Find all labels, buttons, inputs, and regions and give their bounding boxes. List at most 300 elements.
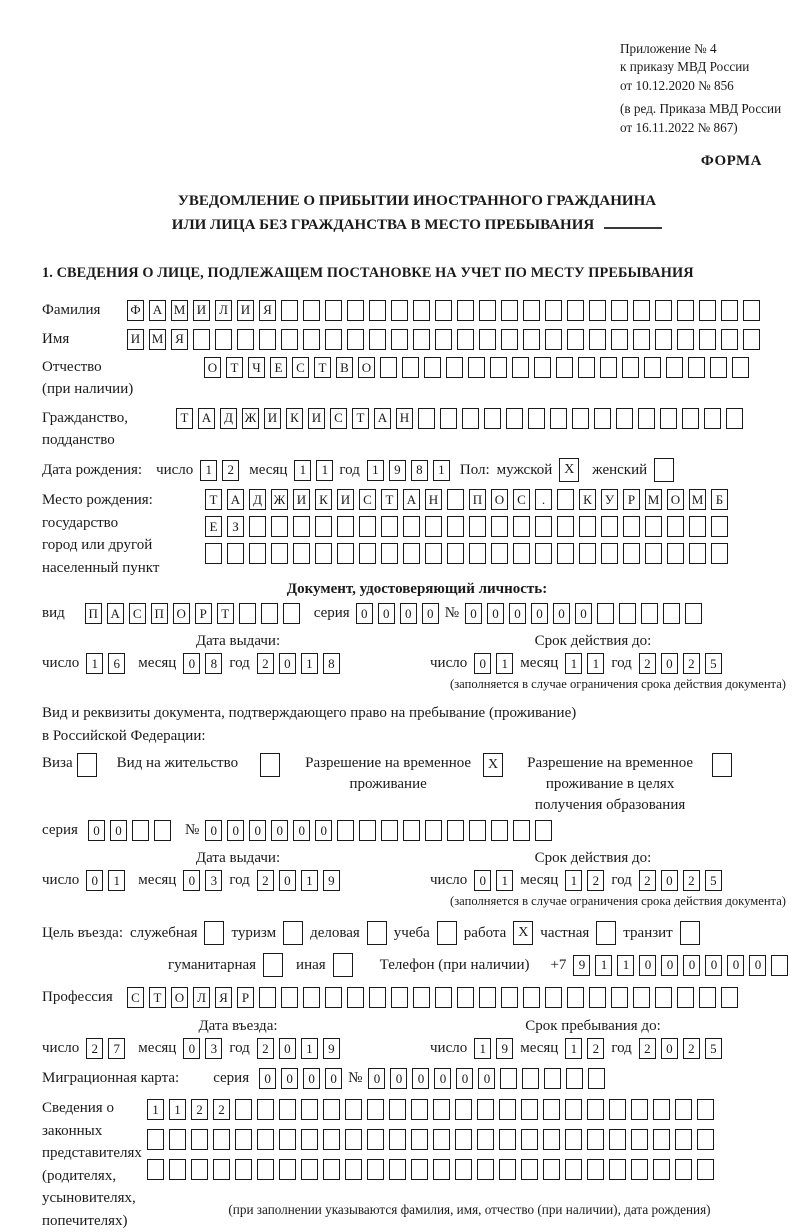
form-cell[interactable] [435,329,452,350]
form-cell[interactable] [491,543,508,564]
form-cell[interactable] [579,543,596,564]
form-cell[interactable] [682,408,699,429]
form-cell[interactable]: Т [352,408,369,429]
form-cell[interactable]: Т [176,408,193,429]
form-cell[interactable] [132,820,149,841]
form-cell[interactable]: 0 [378,603,395,624]
form-cell[interactable] [653,1159,670,1180]
form-cell[interactable] [545,987,562,1008]
form-cell[interactable]: 0 [368,1068,385,1089]
form-cell[interactable] [359,820,376,841]
temp-residence-checkbox[interactable]: X [483,753,503,777]
form-cell[interactable] [743,329,760,350]
form-cell[interactable]: О [358,357,375,378]
form-cell[interactable] [479,300,496,321]
form-cell[interactable]: 0 [474,870,491,891]
form-cell[interactable] [303,329,320,350]
form-cell[interactable] [501,300,518,321]
form-cell[interactable] [633,329,650,350]
form-cell[interactable] [433,1159,450,1180]
form-cell[interactable]: Ч [248,357,265,378]
form-cell[interactable] [281,987,298,1008]
form-cell[interactable]: 0 [259,1068,276,1089]
form-cell[interactable]: 0 [474,653,491,674]
sex-female-checkbox[interactable] [654,458,674,482]
form-cell[interactable] [484,408,501,429]
form-cell[interactable]: 0 [293,820,310,841]
form-cell[interactable] [191,1159,208,1180]
purpose-official-checkbox[interactable] [204,921,224,945]
form-cell[interactable] [721,300,738,321]
form-cell[interactable] [655,329,672,350]
form-cell[interactable]: 0 [227,820,244,841]
form-cell[interactable]: 0 [553,603,570,624]
form-cell[interactable]: С [129,603,146,624]
form-cell[interactable]: 1 [474,1038,491,1059]
form-cell[interactable]: Р [237,987,254,1008]
form-cell[interactable] [191,1129,208,1150]
purpose-study-checkbox[interactable] [437,921,457,945]
form-cell[interactable] [589,300,606,321]
form-cell[interactable]: Т [381,489,398,510]
form-cell[interactable]: 0 [205,820,222,841]
form-cell[interactable] [369,987,386,1008]
form-cell[interactable]: 1 [433,460,450,481]
form-cell[interactable]: П [151,603,168,624]
form-cell[interactable]: Л [193,987,210,1008]
form-cell[interactable]: Т [205,489,222,510]
form-cell[interactable]: 1 [86,653,103,674]
form-cell[interactable]: Л [215,300,232,321]
form-cell[interactable] [391,987,408,1008]
form-cell[interactable]: П [469,489,486,510]
form-cell[interactable] [535,516,552,537]
form-cell[interactable] [726,408,743,429]
form-cell[interactable]: 0 [390,1068,407,1089]
form-cell[interactable] [457,300,474,321]
form-cell[interactable]: 1 [617,955,634,976]
form-cell[interactable] [403,820,420,841]
form-cell[interactable]: 5 [705,870,722,891]
form-cell[interactable]: 0 [271,820,288,841]
form-cell[interactable] [631,1159,648,1180]
form-cell[interactable] [609,1159,626,1180]
form-cell[interactable] [623,543,640,564]
form-cell[interactable]: 1 [565,653,582,674]
form-cell[interactable]: 1 [496,870,513,891]
form-cell[interactable] [535,543,552,564]
form-cell[interactable] [367,1099,384,1120]
form-cell[interactable] [697,1129,714,1150]
form-cell[interactable] [303,300,320,321]
form-cell[interactable] [699,987,716,1008]
form-cell[interactable]: Ж [271,489,288,510]
form-cell[interactable] [675,1159,692,1180]
form-cell[interactable] [579,516,596,537]
form-cell[interactable]: 0 [478,1068,495,1089]
form-cell[interactable] [557,516,574,537]
form-cell[interactable] [655,300,672,321]
form-cell[interactable]: Б [711,489,728,510]
form-cell[interactable] [477,1099,494,1120]
form-cell[interactable] [521,1159,538,1180]
form-cell[interactable] [468,357,485,378]
form-cell[interactable] [641,603,658,624]
form-cell[interactable] [645,516,662,537]
form-cell[interactable] [506,408,523,429]
form-cell[interactable] [622,357,639,378]
form-cell[interactable]: 1 [565,1038,582,1059]
form-cell[interactable] [523,987,540,1008]
form-cell[interactable]: 9 [323,870,340,891]
form-cell[interactable] [403,516,420,537]
form-cell[interactable]: С [330,408,347,429]
form-cell[interactable]: 0 [661,653,678,674]
form-cell[interactable]: 0 [422,603,439,624]
form-cell[interactable] [491,820,508,841]
form-cell[interactable] [587,1159,604,1180]
form-cell[interactable] [616,408,633,429]
form-cell[interactable] [491,516,508,537]
form-cell[interactable] [315,516,332,537]
form-cell[interactable] [704,408,721,429]
form-cell[interactable] [611,987,628,1008]
form-cell[interactable] [666,357,683,378]
form-cell[interactable] [588,1068,605,1089]
form-cell[interactable]: 9 [389,460,406,481]
form-cell[interactable] [359,543,376,564]
form-cell[interactable]: 1 [301,870,318,891]
form-cell[interactable] [469,516,486,537]
sex-male-checkbox[interactable]: X [559,458,579,482]
form-cell[interactable] [513,543,530,564]
form-cell[interactable] [369,300,386,321]
form-cell[interactable] [689,516,706,537]
form-cell[interactable] [711,516,728,537]
form-cell[interactable] [567,300,584,321]
form-cell[interactable]: 7 [108,1038,125,1059]
form-cell[interactable]: 0 [281,1068,298,1089]
form-cell[interactable] [490,357,507,378]
form-cell[interactable] [455,1129,472,1150]
form-cell[interactable]: 9 [496,1038,513,1059]
form-cell[interactable]: И [337,489,354,510]
form-cell[interactable]: 8 [411,460,428,481]
form-cell[interactable]: Е [205,516,222,537]
form-cell[interactable] [433,1129,450,1150]
form-cell[interactable] [477,1129,494,1150]
form-cell[interactable] [389,1129,406,1150]
form-cell[interactable] [675,1129,692,1150]
form-cell[interactable] [403,543,420,564]
form-cell[interactable]: 2 [213,1099,230,1120]
form-cell[interactable] [293,543,310,564]
form-cell[interactable]: 1 [587,653,604,674]
form-cell[interactable]: О [173,603,190,624]
form-cell[interactable] [457,329,474,350]
form-cell[interactable] [411,1099,428,1120]
form-cell[interactable] [418,408,435,429]
form-cell[interactable] [677,987,694,1008]
form-cell[interactable] [565,1099,582,1120]
form-cell[interactable]: 2 [587,1038,604,1059]
form-cell[interactable]: П [85,603,102,624]
form-cell[interactable] [572,408,589,429]
form-cell[interactable]: 9 [573,955,590,976]
form-cell[interactable] [545,329,562,350]
form-cell[interactable] [469,543,486,564]
form-cell[interactable] [213,1129,230,1150]
form-cell[interactable] [147,1129,164,1150]
form-cell[interactable]: 2 [86,1038,103,1059]
temp-residence-education-checkbox[interactable] [712,753,732,777]
form-cell[interactable]: 5 [705,1038,722,1059]
form-cell[interactable]: З [227,516,244,537]
form-cell[interactable] [205,543,222,564]
form-cell[interactable] [325,300,342,321]
form-cell[interactable] [699,300,716,321]
form-cell[interactable] [283,603,300,624]
form-cell[interactable]: М [645,489,662,510]
form-cell[interactable] [543,1099,560,1120]
form-cell[interactable]: 0 [639,955,656,976]
purpose-other-checkbox[interactable] [333,953,353,977]
form-cell[interactable] [279,1159,296,1180]
form-cell[interactable]: У [601,489,618,510]
form-cell[interactable] [535,820,552,841]
form-cell[interactable]: Т [226,357,243,378]
form-cell[interactable]: 0 [661,1038,678,1059]
form-cell[interactable]: 0 [279,870,296,891]
form-cell[interactable]: 0 [661,870,678,891]
form-cell[interactable]: Ж [242,408,259,429]
form-cell[interactable] [469,820,486,841]
purpose-tourism-checkbox[interactable] [283,921,303,945]
form-cell[interactable] [440,408,457,429]
form-cell[interactable]: 0 [303,1068,320,1089]
form-cell[interactable] [521,1099,538,1120]
form-cell[interactable] [609,1129,626,1150]
form-cell[interactable] [235,1129,252,1150]
form-cell[interactable] [367,1129,384,1150]
form-cell[interactable]: 1 [367,460,384,481]
form-cell[interactable]: 0 [325,1068,342,1089]
form-cell[interactable] [677,300,694,321]
form-cell[interactable]: В [336,357,353,378]
form-cell[interactable] [660,408,677,429]
form-cell[interactable] [345,1099,362,1120]
form-cell[interactable] [367,1159,384,1180]
form-cell[interactable] [381,516,398,537]
form-cell[interactable] [337,516,354,537]
form-cell[interactable] [479,329,496,350]
form-cell[interactable]: С [513,489,530,510]
form-cell[interactable]: 1 [496,653,513,674]
form-cell[interactable] [501,329,518,350]
form-cell[interactable] [578,357,595,378]
form-cell[interactable] [557,489,574,510]
form-cell[interactable]: 0 [88,820,105,841]
form-cell[interactable] [359,516,376,537]
form-cell[interactable]: О [491,489,508,510]
form-cell[interactable]: 0 [183,1038,200,1059]
form-cell[interactable] [391,300,408,321]
form-cell[interactable] [345,1159,362,1180]
purpose-business-checkbox[interactable] [367,921,387,945]
form-cell[interactable]: 0 [279,1038,296,1059]
form-cell[interactable]: 6 [108,653,125,674]
form-cell[interactable]: М [149,329,166,350]
form-cell[interactable]: А [107,603,124,624]
form-cell[interactable] [413,987,430,1008]
purpose-private-checkbox[interactable] [596,921,616,945]
form-cell[interactable] [771,955,788,976]
form-cell[interactable]: 0 [315,820,332,841]
form-cell[interactable]: Р [623,489,640,510]
form-cell[interactable]: 2 [683,870,700,891]
form-cell[interactable]: 2 [639,870,656,891]
form-cell[interactable] [293,516,310,537]
form-cell[interactable]: 2 [257,870,274,891]
form-cell[interactable] [147,1159,164,1180]
form-cell[interactable] [653,1129,670,1150]
form-cell[interactable] [413,300,430,321]
form-cell[interactable]: К [579,489,596,510]
form-cell[interactable] [685,603,702,624]
form-cell[interactable] [455,1099,472,1120]
form-cell[interactable]: Я [171,329,188,350]
form-cell[interactable] [565,1129,582,1150]
form-cell[interactable] [215,329,232,350]
form-cell[interactable] [710,357,727,378]
form-cell[interactable]: 2 [222,460,239,481]
form-cell[interactable]: М [171,300,188,321]
form-cell[interactable]: 1 [301,1038,318,1059]
form-cell[interactable] [557,543,574,564]
form-cell[interactable] [279,1099,296,1120]
form-cell[interactable]: К [315,489,332,510]
form-cell[interactable]: 8 [205,653,222,674]
form-cell[interactable] [257,1159,274,1180]
form-cell[interactable] [389,1159,406,1180]
form-cell[interactable] [271,543,288,564]
form-cell[interactable] [462,408,479,429]
form-cell[interactable] [523,300,540,321]
form-cell[interactable] [534,357,551,378]
form-cell[interactable] [447,820,464,841]
form-cell[interactable] [711,543,728,564]
form-cell[interactable]: 8 [323,653,340,674]
form-cell[interactable] [446,357,463,378]
form-cell[interactable]: Е [270,357,287,378]
form-cell[interactable]: 0 [749,955,766,976]
form-cell[interactable] [301,1129,318,1150]
form-cell[interactable]: Ф [127,300,144,321]
form-cell[interactable]: 0 [400,603,417,624]
form-cell[interactable]: 2 [191,1099,208,1120]
form-cell[interactable] [435,987,452,1008]
form-cell[interactable]: 0 [509,603,526,624]
form-cell[interactable] [337,820,354,841]
form-cell[interactable]: Т [217,603,234,624]
form-cell[interactable]: 0 [434,1068,451,1089]
form-cell[interactable] [213,1159,230,1180]
form-cell[interactable] [631,1099,648,1120]
form-cell[interactable] [689,543,706,564]
form-cell[interactable] [303,987,320,1008]
form-cell[interactable]: 1 [301,653,318,674]
purpose-work-checkbox[interactable]: X [513,921,533,945]
form-cell[interactable]: А [374,408,391,429]
form-cell[interactable] [227,543,244,564]
form-cell[interactable] [169,1129,186,1150]
form-cell[interactable] [544,1068,561,1089]
form-cell[interactable]: С [127,987,144,1008]
form-cell[interactable] [435,300,452,321]
form-cell[interactable] [281,300,298,321]
form-cell[interactable]: 0 [356,603,373,624]
form-cell[interactable] [301,1159,318,1180]
form-cell[interactable]: М [689,489,706,510]
form-cell[interactable] [345,1129,362,1150]
form-cell[interactable] [655,987,672,1008]
form-cell[interactable]: 5 [705,653,722,674]
form-cell[interactable]: Н [396,408,413,429]
form-cell[interactable] [347,987,364,1008]
form-cell[interactable] [732,357,749,378]
form-cell[interactable] [528,408,545,429]
form-cell[interactable] [347,329,364,350]
form-cell[interactable]: 1 [294,460,311,481]
form-cell[interactable] [169,1159,186,1180]
form-cell[interactable] [425,543,442,564]
form-cell[interactable]: 1 [147,1099,164,1120]
form-cell[interactable] [235,1099,252,1120]
form-cell[interactable] [411,1129,428,1150]
form-cell[interactable]: 1 [200,460,217,481]
form-cell[interactable]: 0 [531,603,548,624]
form-cell[interactable]: 0 [412,1068,429,1089]
purpose-humanitarian-checkbox[interactable] [263,953,283,977]
form-cell[interactable]: 2 [257,653,274,674]
form-cell[interactable] [543,1129,560,1150]
form-cell[interactable]: И [237,300,254,321]
form-cell[interactable] [501,987,518,1008]
form-cell[interactable] [457,987,474,1008]
form-cell[interactable]: О [171,987,188,1008]
form-cell[interactable] [499,1099,516,1120]
form-cell[interactable]: А [227,489,244,510]
form-cell[interactable]: Я [259,300,276,321]
form-cell[interactable]: Д [249,489,266,510]
form-cell[interactable] [565,1159,582,1180]
form-cell[interactable]: С [359,489,376,510]
form-cell[interactable] [743,300,760,321]
form-cell[interactable]: Д [220,408,237,429]
form-cell[interactable] [645,543,662,564]
form-cell[interactable] [271,516,288,537]
form-cell[interactable] [433,1099,450,1120]
form-cell[interactable] [193,329,210,350]
form-cell[interactable] [587,1099,604,1120]
form-cell[interactable] [601,516,618,537]
form-cell[interactable]: 0 [705,955,722,976]
form-cell[interactable]: 1 [316,460,333,481]
form-cell[interactable] [556,357,573,378]
form-cell[interactable]: 1 [169,1099,186,1120]
form-cell[interactable]: Я [215,987,232,1008]
form-cell[interactable] [567,329,584,350]
